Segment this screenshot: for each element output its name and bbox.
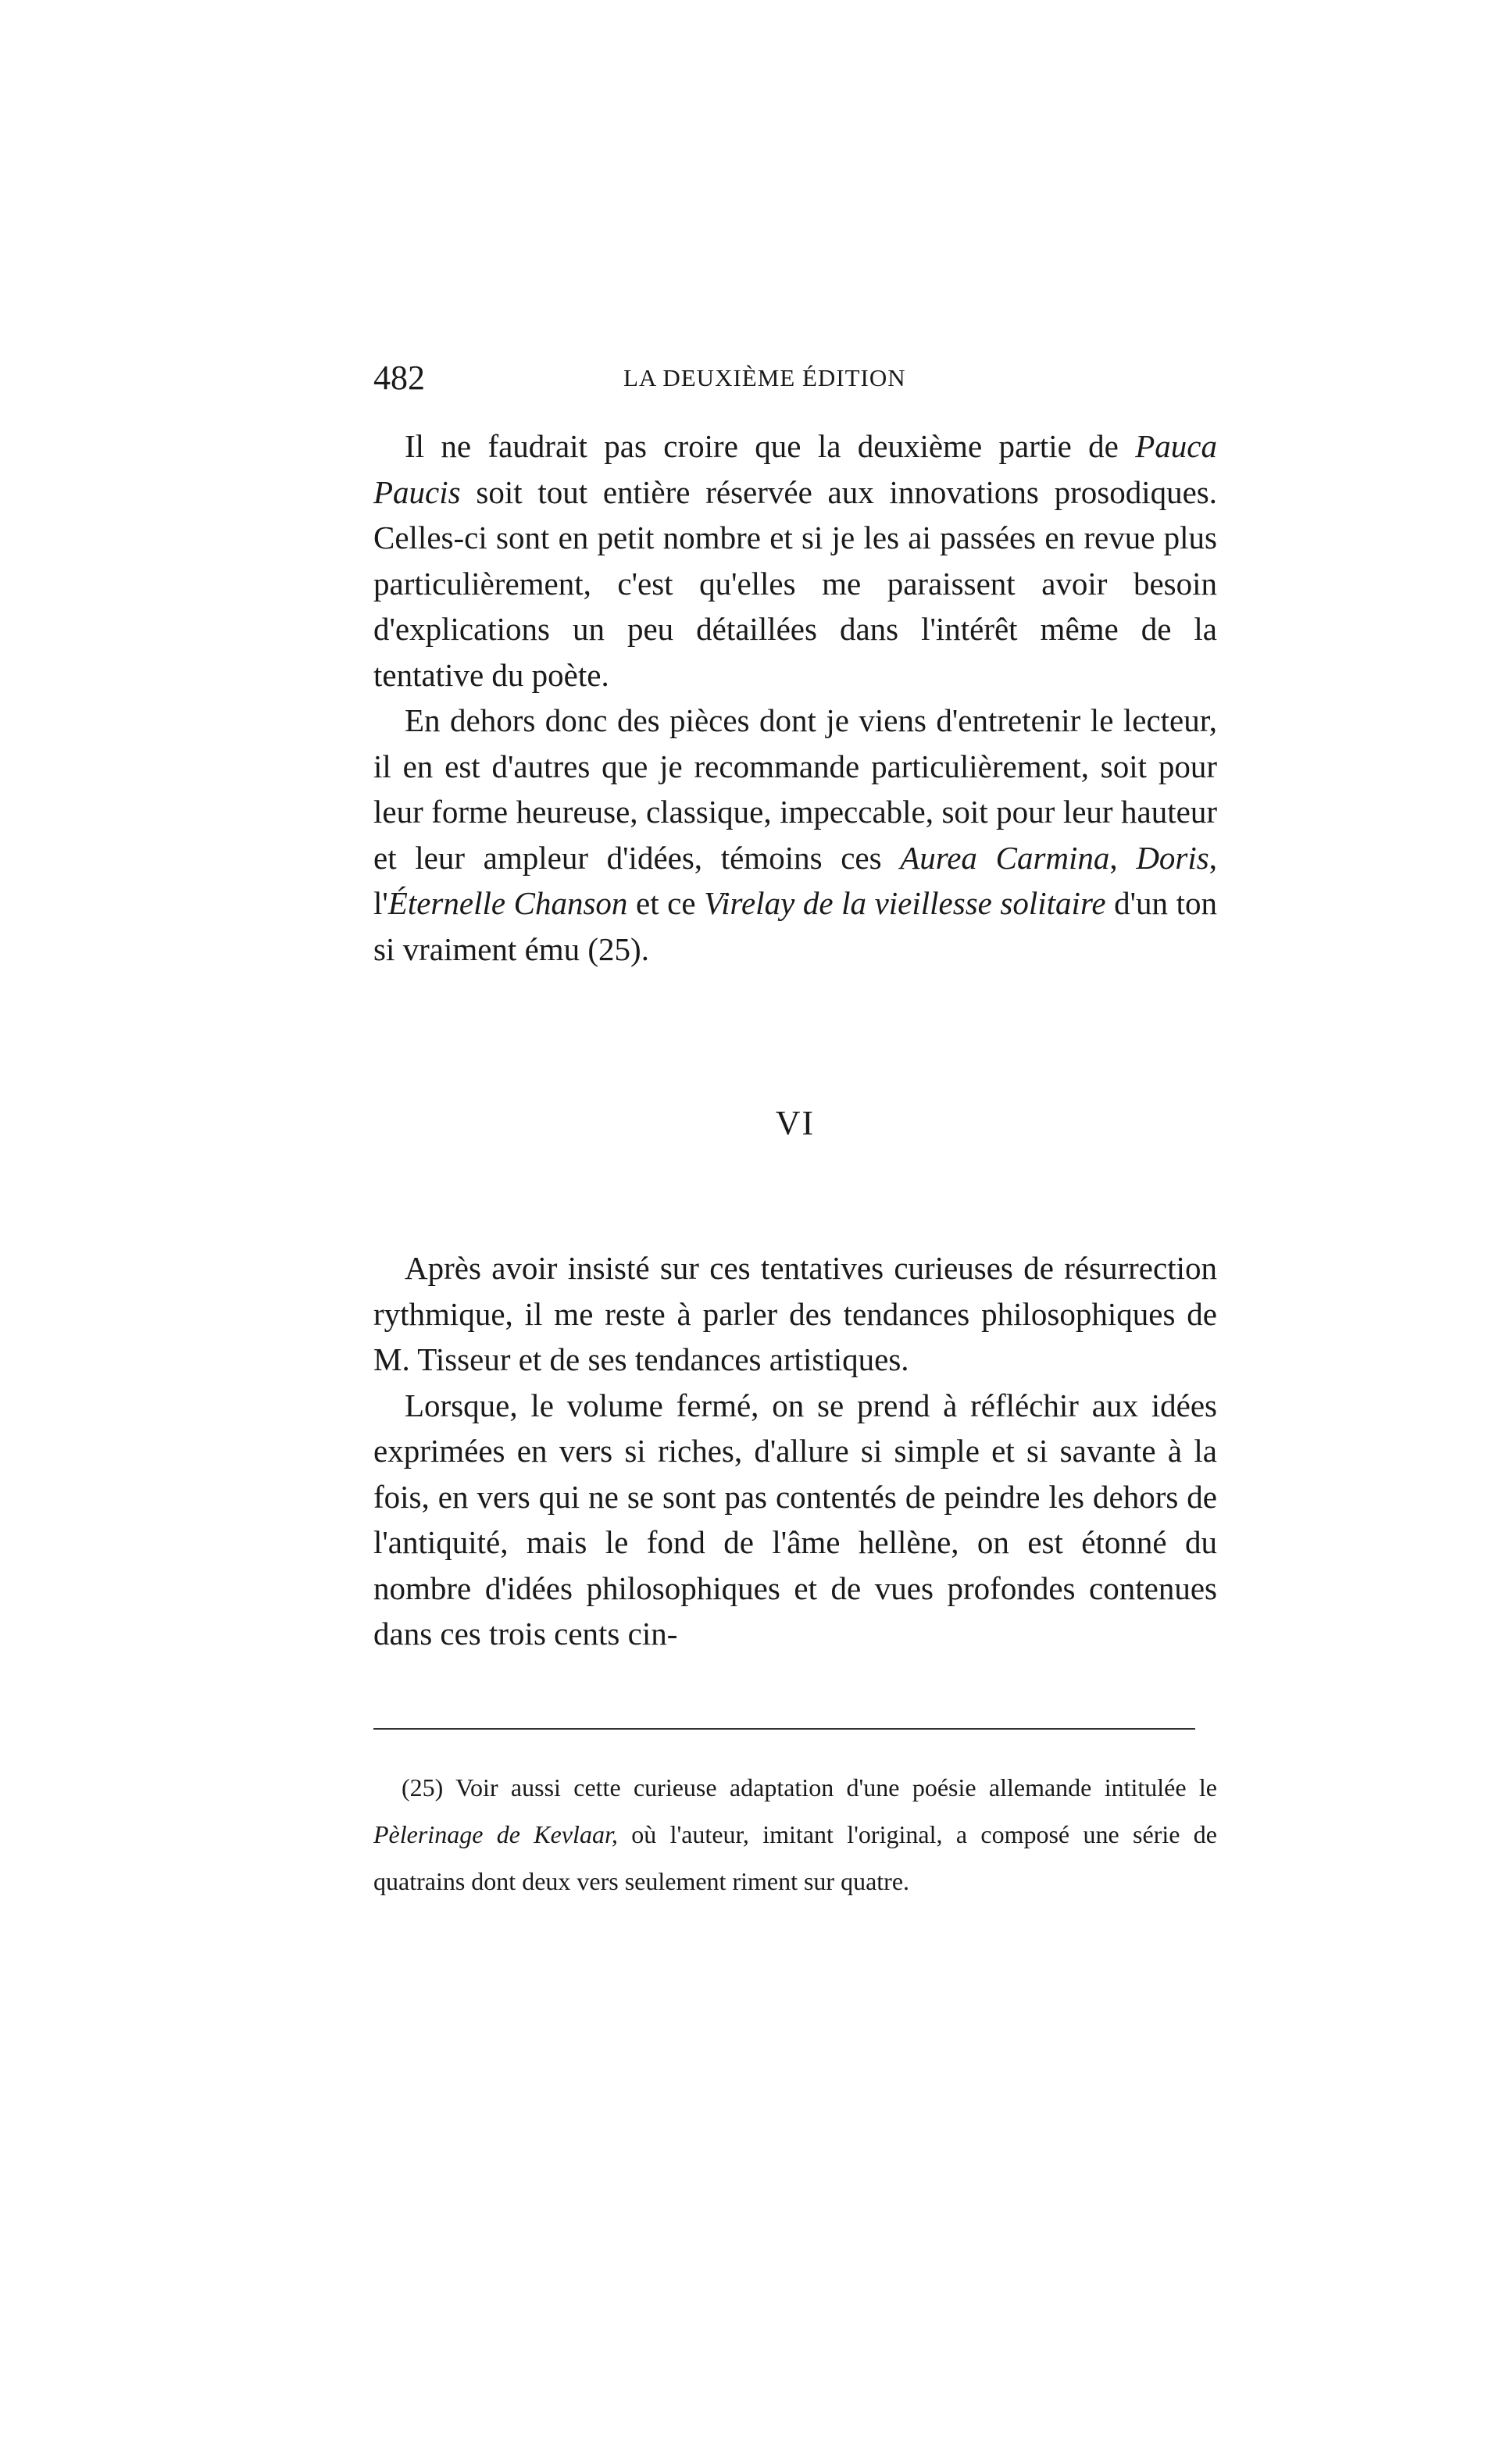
italic-title: Virelay de la vieillesse solitaire (704, 885, 1106, 921)
paragraph: Lorsque, le volume fermé, on se prend à réfléchir aux idées exprimées en vers si riches, d'allure si simple et si savante à la fois, en vers qui ne se sont pas contentés de peindre les dehors de l'antiquité, mais le fond de l'âme hellène, on est étonné du nombre d'idées philosophiques et de vues profondes contenues dans ces trois cents cin- (373, 1387, 1217, 1652)
paragraph: Après avoir insisté sur ces tentatives curieuses de résurrection rythmique, il me reste à parler des tendances philosophiques de M. Tisseur et de ses tendances artistiques. (373, 1250, 1217, 1377)
italic-title: Pèlerinage de Kevlaar, (373, 1820, 618, 1848)
italic-title: Éternelle Chanson (387, 885, 628, 921)
italic-title: Aurea Carmina (900, 839, 1110, 876)
text-run: , (1109, 839, 1137, 876)
text-run: Il ne faudrait pas croire que la deuxième partie de (405, 428, 1136, 464)
text-run: En dehors donc des pièces dont je viens d'entretenir le lecteur, il en est d'autres que je recommande particulièrement, soit pour leur forme heureuse, classique, impeccable, soit pour leur hauteur et leur ampleur d'idées, témoins ces (373, 702, 1217, 876)
section-heading: VI (775, 1104, 816, 1142)
text-block-before-section (373, 423, 1217, 972)
paragraph (373, 423, 1217, 698)
footnote-divider (373, 1728, 1195, 1730)
footnote (373, 1764, 1217, 1905)
text-run: , l' (373, 839, 1217, 921)
footnote-paragraph (373, 1764, 1217, 1905)
running-head-title: LA DEUXIÈME ÉDITION (623, 364, 906, 391)
text-run: et ce (627, 885, 705, 921)
text-run: (25) Voir aussi cette curieuse adaptation d'une poésie allemande intitulée le (402, 1773, 1217, 1802)
text-run: où l'auteur, imitant l'original, a composé une série de quatrains dont deux vers seulement riment sur quatre. (373, 1820, 1218, 1895)
page-number: 482 (373, 359, 425, 397)
text-run: soit tout entière réservée aux innovations prosodiques. Celles-ci sont en petit nombre et si je les ai passées en revue plus particulièrement, c'est qu'elles me paraissent avoir besoin d'explications un peu détaillées dans l'intérêt même de la tentative du poète. (373, 473, 1217, 693)
italic-title: Pauca Paucis (373, 428, 1217, 510)
paragraph (373, 698, 1217, 972)
italic-title: Doris (1136, 839, 1209, 876)
text-run: d'un ton si vraiment ému (25). (373, 885, 1218, 967)
text-block-section-vi (373, 1245, 1217, 1657)
running-head (373, 358, 1217, 405)
